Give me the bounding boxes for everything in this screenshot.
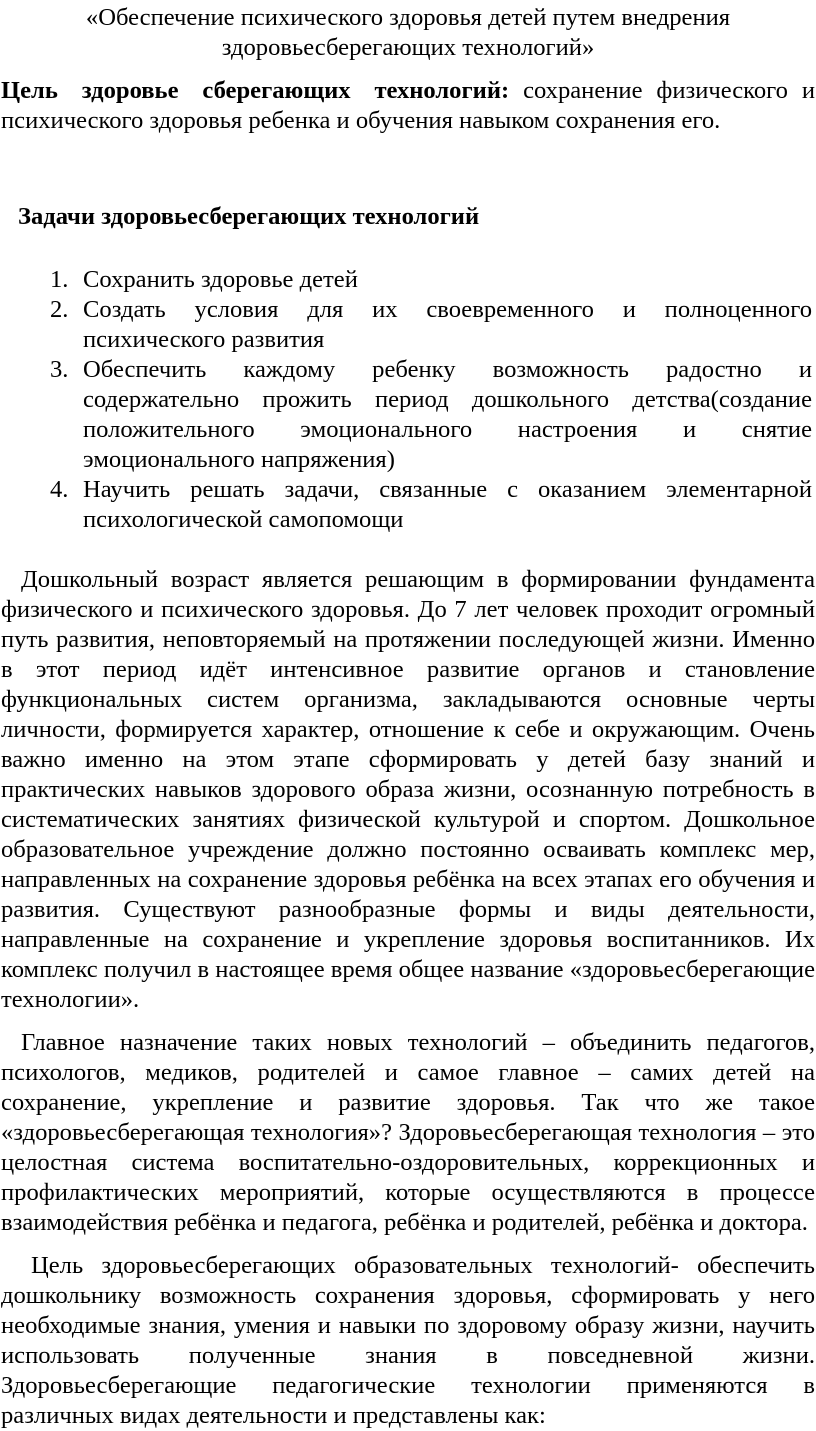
task-text: Создать условия для их своевременного и полноценного психического развития xyxy=(83,296,812,353)
task-item xyxy=(50,265,816,295)
task-number: 4. xyxy=(50,476,69,503)
tasks-heading: Задачи здоровьесберегающих технологий xyxy=(18,203,480,230)
goal-text: сохранение физического и психического здоровья ребенка и обучения навыком сохранения его. xyxy=(1,77,815,134)
body-paragraph-3: Цель здоровьесберегающих образовательных технологий- обеспечить дошкольнику возможность сохранения здоровья, сформировать у него необходимые знания, умения и навыки по здоровому образу жизни, научить использовать полученные знания в повседневной жизни. Здоровьесберегающие педагогические технологии применяются в различных видах деятельности и представлены как: xyxy=(1,1252,815,1429)
tasks-list xyxy=(0,265,816,535)
task-text: Научить решать задачи, связанные с оказанием элементарной психологической самопомощи xyxy=(83,476,812,533)
task-item xyxy=(50,355,816,475)
goal-label: Цель здоровье сберегающих технологий: xyxy=(1,77,510,104)
task-number: 3. xyxy=(50,356,69,383)
body-paragraph-1: Дошкольный возраст является решающим в формировании фундамента физического и психического здоровья. До 7 лет человек проходит огромный путь развития, неповторяемый на протяжении последующей жизни. Именно в этот период идёт интенсивное развитие органов и становление функциональных систем организма, закладываются основные черты личности, формируется характер, отношение к себе и окружающим. Очень важно именно на этом этапе сформировать у детей базу знаний и практических навыков здорового образа жизни, осознанную потребность в систематических занятиях физической культурой и спортом. Дошкольное образовательное учреждение должно постоянно осваивать комплекс мер, направленных на сохранение здоровья ребёнка на всех этапах его обучения и развития. Существуют разнообразные формы и виды деятельности, направленные на сохранение и укрепление здоровья воспитанников. Их комплекс получил в настоящее время общее название «здоровьесберегающие технологии». xyxy=(1,566,815,1013)
task-number: 2. xyxy=(50,296,69,323)
task-item xyxy=(50,475,816,535)
title-line-2: здоровьесберегающих технологий» xyxy=(221,34,595,61)
title-line-1: «Обеспечение психического здоровья детей путем внедрения xyxy=(85,4,731,31)
task-item xyxy=(50,295,816,355)
goal-paragraph xyxy=(0,76,816,136)
task-text: Сохранить здоровье детей xyxy=(83,266,358,293)
body-paragraph-2: Главное назначение таких новых технологий – объединить педагогов, психологов, медиков, родителей и самое главное – самих детей на сохранение, укрепление и развитие здоровья. Так что же такое «здоровьесберегающая технология»? Здоровьесберегающая технология – это целостная система воспитательно-оздоровительных, коррекционных и профилактических мероприятий, которые осуществляются в процессе взаимодействия ребёнка и педагога, ребёнка и родителей, ребёнка и доктора. xyxy=(1,1029,815,1236)
task-number: 1. xyxy=(50,266,69,293)
task-text: Обеспечить каждому ребенку возможность радостно и содержательно прожить период дошкольного детства(создание положительного эмоционального настроения и снятие эмоционального напряжения) xyxy=(83,356,812,473)
document-title xyxy=(0,3,816,63)
